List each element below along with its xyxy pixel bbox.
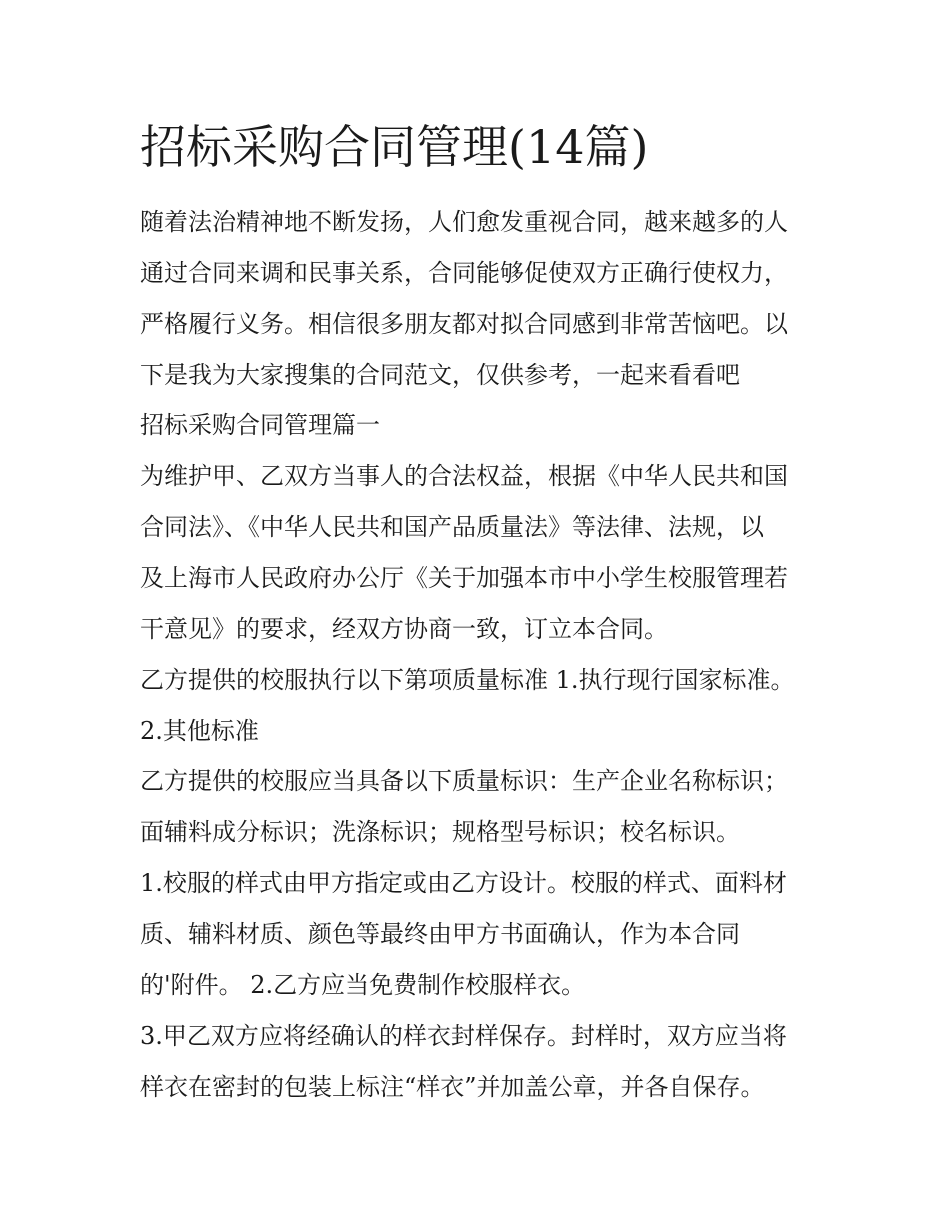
body-line: 3.甲乙双方应将经确认的样衣封样保存。封样时，双方应当将 [140,1022,787,1050]
body-line: 及上海市人民政府办公厅《关于加强本市中小学生校服管理若 [140,564,788,592]
body-line: 合同法》、《中华人民共和国产品质量法》等法律、法规，以 [140,513,764,541]
body-line: 面辅料成分标识；洗涤标识；规格型号标识；校名标识。 [140,818,740,846]
section-heading: 招标采购合同管理篇一 [140,411,380,439]
body-line: 乙方提供的校服应当具备以下质量标识：生产企业名称标识； [140,767,788,795]
body-line: 的'附件。 2.乙方应当免费制作校服样衣。 [140,971,586,999]
body-line: 下是我为大家搜集的合同范文，仅供参考，一起来看看吧 [140,361,740,389]
body-line: 2.其他标准 [140,717,259,745]
body-line: 质、辅料材质、颜色等最终由甲方书面确认，作为本合同 [140,920,740,948]
body-line: 为维护甲、乙双方当事人的合法权益，根据《中华人民共和国 [140,462,788,490]
body-line: 乙方提供的校服执行以下第项质量标准 1.执行现行国家标准。 [140,666,795,694]
body-line: 样衣在密封的包装上标注“样衣”并加盖公章，并各自保存。 [140,1073,765,1101]
body-line: 1.校服的样式由甲方指定或由乙方设计。校服的样式、面料材 [140,869,787,897]
body-line: 随着法治精神地不断发扬，人们愈发重视合同，越来越多的人 [140,208,788,236]
body-line: 通过合同来调和民事关系，合同能够促使双方正确行使权力， [140,259,788,287]
body-line: 干意见》的要求，经双方协商一致，订立本合同。 [140,615,668,643]
body-line: 严格履行义务。相信很多朋友都对拟合同感到非常苦恼吧。以 [140,310,788,338]
document-title: 招标采购合同管理(14篇) [140,120,649,174]
